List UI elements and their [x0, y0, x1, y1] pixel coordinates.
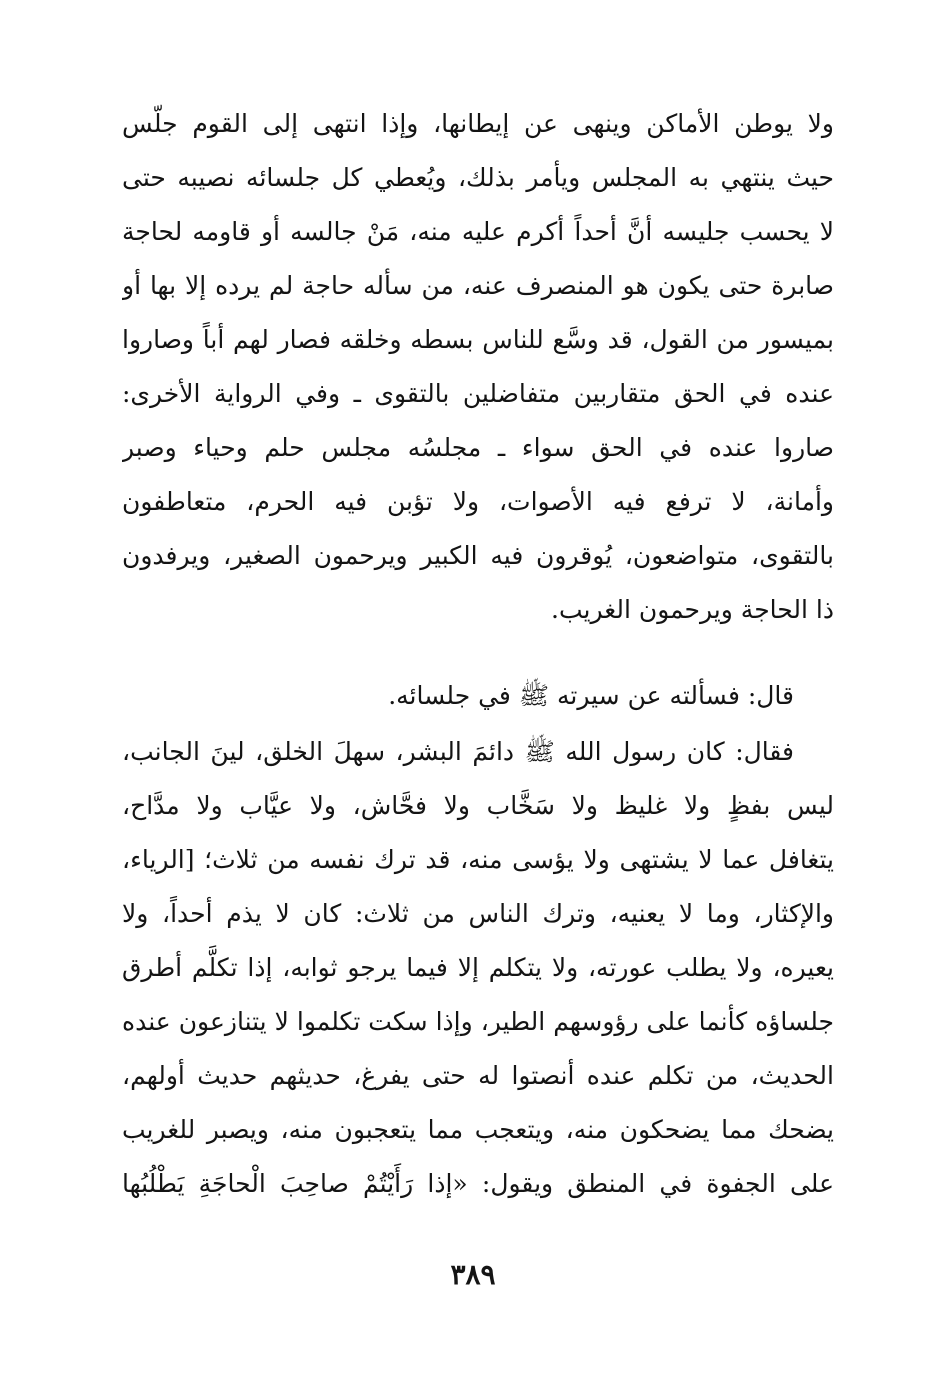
- text-line: ليس بفظٍ ولا غليظ ولا سَخَّاب ولا فحَّاش، ولا عيَّاب ولا مدَّاح،: [122, 791, 834, 820]
- text-line: عنده في الحق متقاربين متفاضلين بالتقوى ـ وفي الرواية الأخرى:: [122, 379, 834, 408]
- text-line: على الجفوة في المنطق ويقول: «إذا رَأَيْتُمْ صاحِبَ الْحاجَةِ يَطْلُبُها: [122, 1169, 834, 1198]
- paragraph-3: [122, 725, 834, 1211]
- text-line: ذا الحاجة ويرحمون الغريب.: [551, 595, 834, 624]
- text-line: والإكثار، وما لا يعنيه، وترك الناس من ثلاث: كان لا يذم أحداً، ولا: [122, 899, 834, 928]
- text-line: جلساؤه كأنما على رؤوسهم الطير، وإذا سكت تكلموا لا يتنازعون عنده: [122, 1007, 834, 1036]
- text-line: بميسور من القول، قد وسَّع للناس بسطه وخلقه فصار لهم أباً وصاروا: [122, 325, 834, 354]
- paragraph-1: [122, 97, 834, 637]
- page-number: ٣٨٩: [450, 1258, 496, 1291]
- text-line: يعيره، ولا يطلب عورته، ولا يتكلم إلا فيما يرجو ثوابه، إذا تكلَّم أطرق: [122, 953, 834, 982]
- text-line: يضحك مما يضحكون منه، ويتعجب مما يتعجبون منه، ويصبر للغريب: [122, 1115, 834, 1144]
- text-line: الحديث، من تكلم عنده أنصتوا له حتى يفرغ، حديثهم حديث أولهم،: [122, 1061, 834, 1090]
- text-line: ولا يوطن الأماكن وينهى عن إيطانها، وإذا انتهى إلى القوم جلّس: [122, 109, 834, 138]
- paragraph-2: [122, 669, 834, 723]
- text-line: لا يحسب جليسه أنَّ أحداً أكرم عليه منه، مَنْ جالسه أو قاومه لحاجة: [122, 217, 834, 246]
- text-line: حيث ينتهي به المجلس ويأمر بذلك، ويُعطي كل جلسائه نصيبه حتى: [122, 163, 834, 192]
- text-line: صاروا عنده في الحق سواء ـ مجلسُه مجلس حلم وحياء وصبر: [122, 433, 834, 462]
- text-line: بالتقوى، متواضعون، يُوقرون فيه الكبير ويرحمون الصغير، ويرفدون: [122, 541, 834, 570]
- text-line: قال: فسألته عن سيرته ﷺ في جلسائه.: [388, 681, 794, 710]
- text-line: يتغافل عما لا يشتهى ولا يؤسى منه، قد ترك نفسه من ثلاث؛ [الرياء،: [122, 845, 834, 874]
- text-line: صابرة حتى يكون هو المنصرف عنه، من سأله حاجة لم يرده إلا بها أو: [122, 271, 834, 300]
- text-line: وأمانة، لا ترفع فيه الأصوات، ولا تؤبن فيه الحرم، متعاطفون: [122, 487, 834, 516]
- text-line: فقال: كان رسول الله ﷺ دائمَ البشر، سهلَ الخلق، لينَ الجانب،: [122, 737, 794, 766]
